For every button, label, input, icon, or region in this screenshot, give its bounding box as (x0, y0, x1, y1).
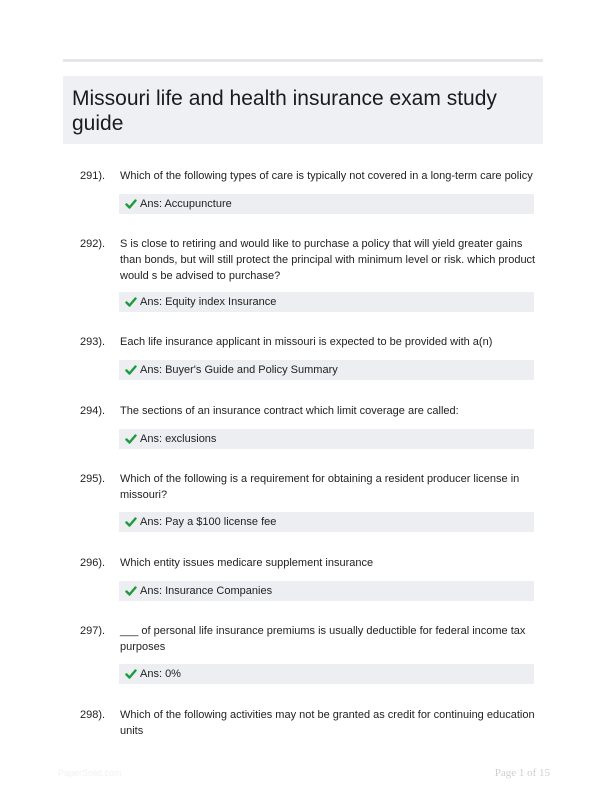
answer-text: Ans: Pay a $100 license fee (140, 516, 277, 528)
question-number: 295). (80, 473, 106, 485)
answer-text: Ans: Insurance Companies (140, 585, 273, 597)
question-text: Which of the following activities may not be granted as credit for continuing education units (120, 709, 535, 737)
title-banner (63, 76, 543, 144)
answer-box (119, 292, 534, 312)
answer-text: Ans: Equity index Insurance (140, 296, 277, 308)
answer-box (119, 194, 534, 214)
answer-box (119, 581, 534, 601)
question-text: Which entity issues medicare supplement insurance (120, 557, 374, 569)
check-icon (125, 516, 137, 528)
question-number: 292). (80, 238, 106, 250)
question-text: Which of the following is a requirement for obtaining a resident producer license in missouri? (120, 473, 520, 501)
check-icon (125, 198, 137, 210)
check-icon (125, 433, 137, 445)
answer-box (119, 512, 534, 532)
check-icon (125, 296, 137, 308)
question-number: 298). (80, 709, 106, 721)
question-number: 293). (80, 336, 106, 348)
top-divider (63, 59, 543, 62)
question-text: ___ of personal life insurance premiums is usually deductible for federal income tax purposes (120, 625, 526, 653)
footer-site: PaperSolid.com (58, 768, 122, 778)
page-title: Missouri life and health insurance exam study guide (72, 87, 497, 135)
check-icon (125, 668, 137, 680)
answer-box (119, 429, 534, 449)
question-number: 294). (80, 405, 106, 417)
check-icon (125, 585, 137, 597)
question-text: Which of the following types of care is typically not covered in a long-term care policy (120, 170, 533, 182)
answer-text: Ans: Accupuncture (140, 198, 232, 210)
question-number: 297). (80, 625, 106, 637)
check-icon (125, 364, 137, 376)
answer-text: Ans: exclusions (140, 433, 217, 445)
answer-box (119, 360, 534, 380)
question-number: 296). (80, 557, 106, 569)
question-number: 291). (80, 170, 106, 182)
answer-text: Ans: 0% (140, 668, 181, 680)
question-text: S is close to retiring and would like to purchase a policy that will yield greater gains than bonds, but will still protect the principal with minimum level or risk. which product would s be advised to purchase? (120, 238, 536, 282)
answer-text: Ans: Buyer's Guide and Policy Summary (140, 364, 338, 376)
page-indicator: Page 1 of 15 (494, 767, 550, 779)
answer-box (119, 664, 534, 684)
question-text: The sections of an insurance contract which limit coverage are called: (120, 405, 459, 417)
question-text: Each life insurance applicant in missouri is expected to be provided with a(n) (120, 336, 493, 348)
